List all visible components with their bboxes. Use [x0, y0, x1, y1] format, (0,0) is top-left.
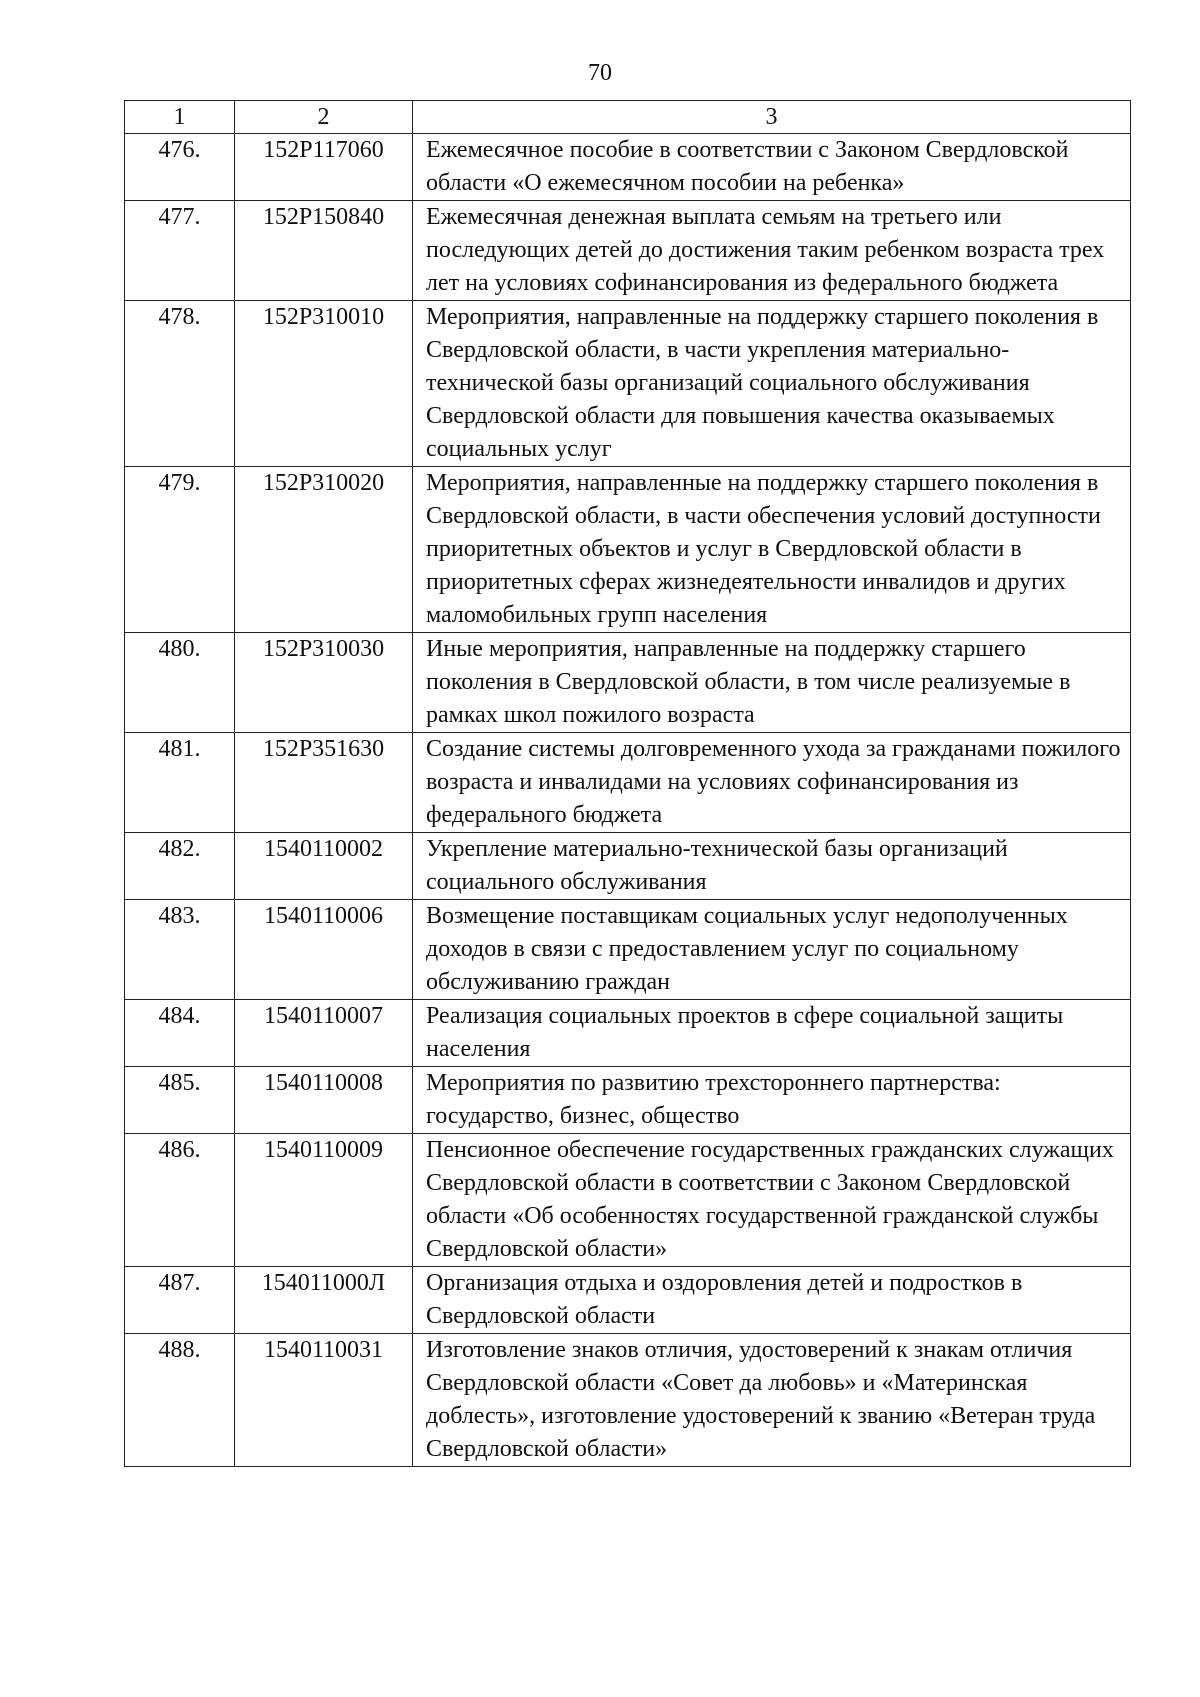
row-description: Ежемесячное пособие в соответствии с Законом Свердловской области «О ежемесячном пособии на ребенка» [413, 134, 1131, 201]
row-number: 486. [125, 1134, 235, 1267]
table-row [125, 301, 1131, 467]
row-number: 487. [125, 1267, 235, 1334]
row-code: 1540110007 [235, 1000, 413, 1067]
row-number: 485. [125, 1067, 235, 1134]
row-code: 1540110008 [235, 1067, 413, 1134]
row-description: Укрепление материально-технической базы организаций социального обслуживания [413, 833, 1131, 900]
budget-code-table [124, 100, 1131, 1467]
row-description: Ежемесячная денежная выплата семьям на третьего или последующих детей до достижения таким ребенком возраста трех лет на условиях софинансирования из федерального бюджета [413, 201, 1131, 301]
row-number: 479. [125, 467, 235, 633]
column-header-code: 2 [235, 101, 413, 134]
row-number: 480. [125, 633, 235, 733]
row-code: 154011000Л [235, 1267, 413, 1334]
row-description: Иные мероприятия, направленные на поддержку старшего поколения в Свердловской области, в том числе реализуемые в рамках школ пожилого возраста [413, 633, 1131, 733]
column-header-number: 1 [125, 101, 235, 134]
table-row [125, 633, 1131, 733]
row-number: 488. [125, 1334, 235, 1467]
table-row [125, 733, 1131, 833]
row-code: 1540110006 [235, 900, 413, 1000]
row-number: 478. [125, 301, 235, 467]
table-row [125, 467, 1131, 633]
table-row [125, 833, 1131, 900]
column-header-description: 3 [413, 101, 1131, 134]
row-code: 152P310020 [235, 467, 413, 633]
row-number: 477. [125, 201, 235, 301]
row-code: 152P310010 [235, 301, 413, 467]
row-code: 1540110002 [235, 833, 413, 900]
row-number: 476. [125, 134, 235, 201]
row-description: Организация отдыха и оздоровления детей и подростков в Свердловской области [413, 1267, 1131, 1334]
table-row [125, 1267, 1131, 1334]
row-description: Пенсионное обеспечение государственных гражданских служащих Свердловской области в соответствии с Законом Свердловской области «Об особенностях государственной гражданской службы Свердловской области» [413, 1134, 1131, 1267]
table-header-row [125, 101, 1131, 134]
table-row [125, 1134, 1131, 1267]
row-description: Создание системы долговременного ухода за гражданами пожилого возраста и инвалидами на условиях софинансирования из федерального бюджета [413, 733, 1131, 833]
row-number: 482. [125, 833, 235, 900]
row-description: Мероприятия, направленные на поддержку старшего поколения в Свердловской области, в части обеспечения условий доступности приоритетных объектов и услуг в Свердловской области в приоритетных сферах жизнедеятельности инвалидов и других маломобильных групп населения [413, 467, 1131, 633]
row-description: Изготовление знаков отличия, удостоверений к знакам отличия Свердловской области «Совет да любовь» и «Материнская доблесть», изготовление удостоверений к званию «Ветеран труда Свердловской области» [413, 1334, 1131, 1467]
row-description: Возмещение поставщикам социальных услуг недополученных доходов в связи с предоставлением услуг по социальному обслуживанию граждан [413, 900, 1131, 1000]
row-description: Реализация социальных проектов в сфере социальной защиты населения [413, 1000, 1131, 1067]
row-code: 152P351630 [235, 733, 413, 833]
table-row [125, 1067, 1131, 1134]
row-description: Мероприятия, направленные на поддержку старшего поколения в Свердловской области, в части укрепления материально-технической базы организаций социального обслуживания Свердловской области для повышения качества оказываемых социальных услуг [413, 301, 1131, 467]
row-code: 152P117060 [235, 134, 413, 201]
row-number: 484. [125, 1000, 235, 1067]
row-number: 481. [125, 733, 235, 833]
table-row [125, 900, 1131, 1000]
table-row [125, 1000, 1131, 1067]
row-number: 483. [125, 900, 235, 1000]
row-code: 1540110009 [235, 1134, 413, 1267]
row-code: 152P150840 [235, 201, 413, 301]
table-row [125, 134, 1131, 201]
row-code: 152P310030 [235, 633, 413, 733]
row-code: 1540110031 [235, 1334, 413, 1467]
page-number: 70 [588, 60, 612, 86]
row-description: Мероприятия по развитию трехстороннего партнерства: государство, бизнес, общество [413, 1067, 1131, 1134]
table-row [125, 201, 1131, 301]
table-row [125, 1334, 1131, 1467]
